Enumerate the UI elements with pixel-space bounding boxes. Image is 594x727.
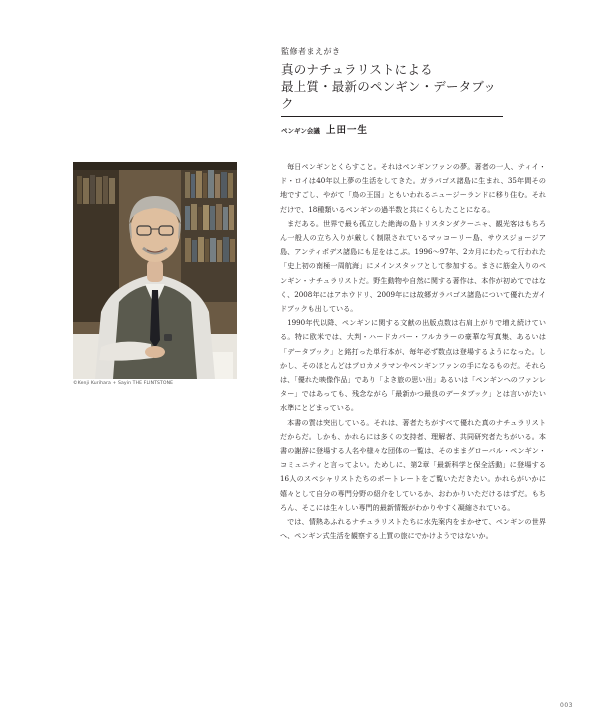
page-title: [281, 61, 503, 112]
paragraph: 毎日ペンギンとくらすこと。それはペンギンファンの夢。著者の一人、ティイ・ド・ロイは40年以上夢の生活をしてきた。ガラパゴス諸島に生まれ、35年間その地ですごし、やがて「鳥の王国」ともいわれるニュージーランドに移り住む。それだけで、18種類いるペンギンの過半数と共にくらしたことになる。: [280, 162, 546, 214]
author-portrait-photo: [73, 162, 237, 379]
author-name: 上田一生: [325, 125, 368, 136]
paragraph: 本書の質は突出している。それは、著者たちがすべて優れた真のナチュラリストだからだ。しかも、かれらには多くの支持者、理解者、共同研究者たちがいる。本書の謝辞に登場する人名や様々な団体の一覧は、そのままグローバル・ペンギン・コミュニティと言ってよい。ためしに、第2章「最新科学と保全活動」に登場する16人のスペシャリストたちのポートレートをご覧いただきたい。かれらがいかに嬉々として自分の専門分野の紹介をしているか、おわかりいただけるはずだ。もちろん、そこには生々しい専門的最新情報がわかりやすく凝縮されている。: [280, 417, 546, 512]
paragraph: まだある。世界で最も孤立した絶海の島トリスタンダクーニャ、観光客はもちろん一般人の立ち入りが厳しく制限されているマッコーリー島、サウスジョージア島、アンティポデス諸島にも足をはこぶ。1996～97年、2カ月にわたって行われた「史上初の南極一周航海」にメインスタッフとして参加する。まさに筋金入りのペンギン・ナチュラリストだ。野生動物や自然に関する著作は、本作が初めてではなく、2008年にはアホウドリ、2009年には故郷ガラパゴス諸島について優れたガイドブックも出している。: [280, 218, 546, 314]
title-line-1: 真のナチュラリストによる: [281, 62, 433, 77]
section-kicker: 監修者まえがき: [281, 47, 341, 56]
body-text: [280, 160, 546, 543]
paragraph: では、情熱あふれるナチュラリストたちに水先案内をまかせて、ペンギンの世界へ、ペンギン式生活を観察する上質の旅にでかけようではないか。: [280, 517, 546, 541]
author-organization: ペンギン会議: [281, 127, 320, 135]
photo-credit: ©Kenji Kurihara + Sayin THE FLINTSTONE: [73, 381, 174, 386]
title-line-2: 最上質・最新のペンギン・データブック: [281, 79, 496, 111]
page-header: [281, 46, 503, 136]
page-number: 003: [560, 702, 573, 709]
paragraph: 1990年代以降、ペンギンに関する文献の出版点数は右肩上がりで増え続けている。特に欧米では、大判・ハードカバー・フルカラーの豪華な写真集、あるいは「データブック」と銘打った単行本が、毎年必ず数点は登場するようになった。しかし、そのほとんどはプロカメラマンやペンギンファンの手になるものだ。それらは、「優れた映像作品」であり「よき旅の思い出」あるいは「ペンギンへのファンレター」ではあっても、残念ながら「最新かつ最良のデータブック」とは言いがたい水準にとどまっている。: [280, 318, 546, 413]
title-rule: [281, 116, 503, 117]
author-byline: [281, 122, 503, 136]
portrait-illustration: [73, 162, 237, 379]
